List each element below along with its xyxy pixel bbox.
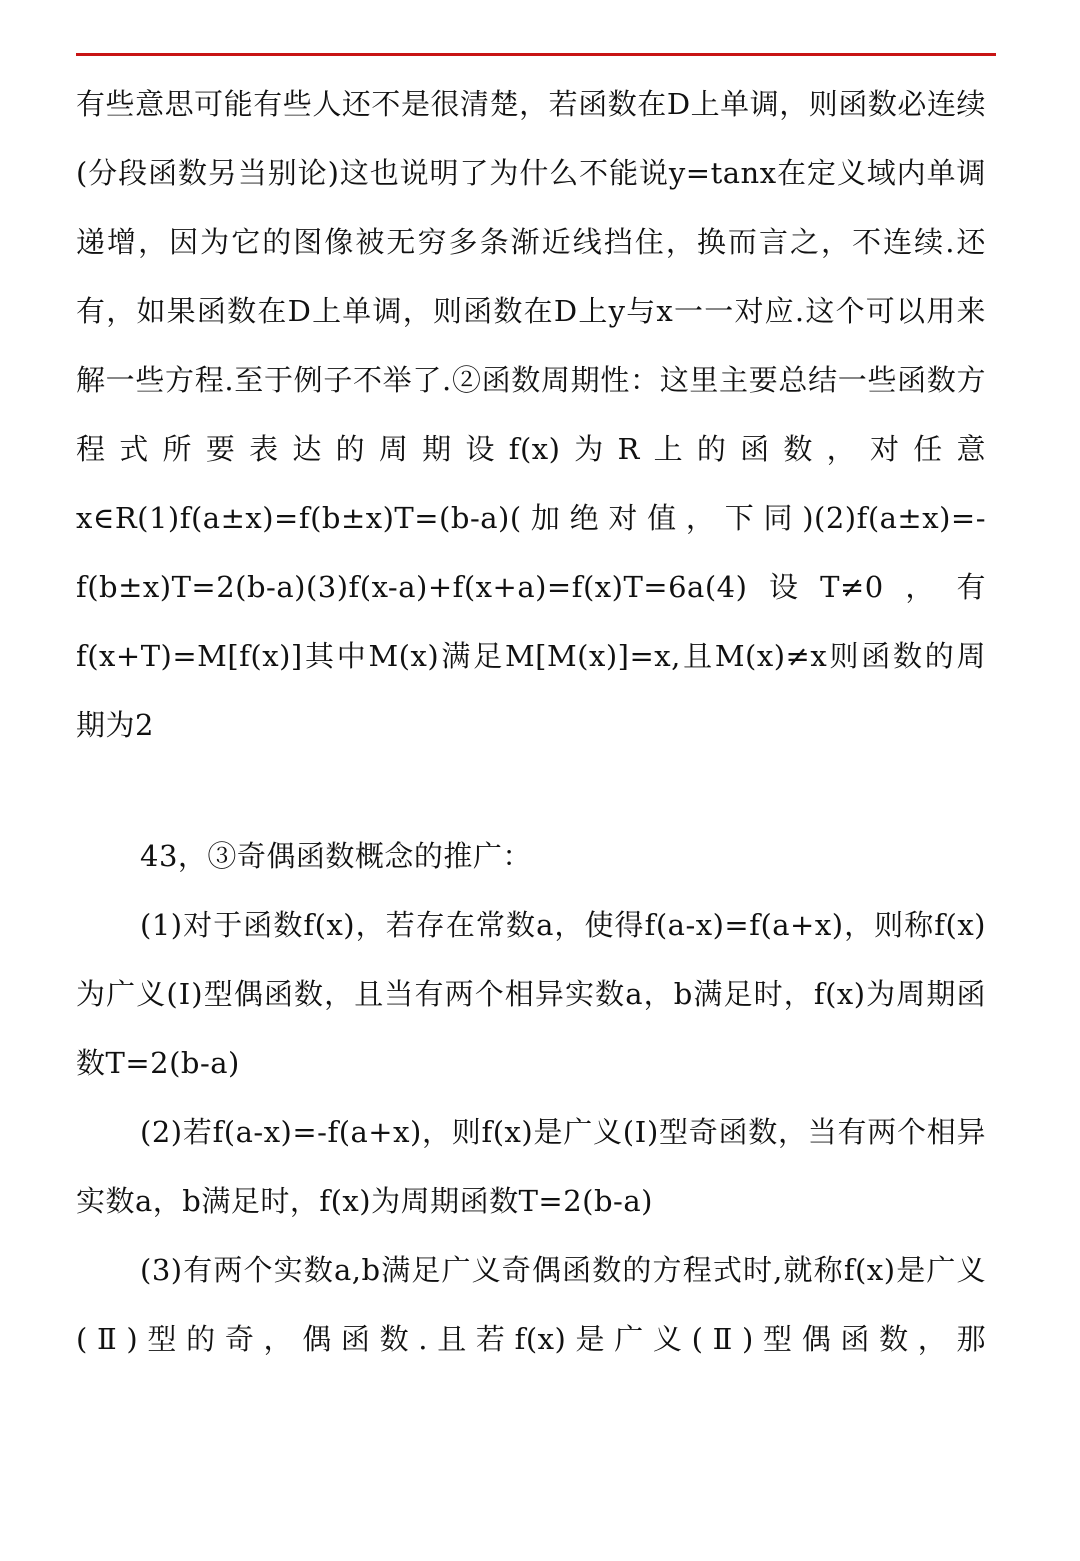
document-body xyxy=(76,70,986,1374)
paragraph-item-3: (3)有两个实数a,b满足广义奇偶函数的方程式时,就称f(x)是广义(Ⅱ)型的奇，偶函数.且若f(x)是广义(Ⅱ)型偶函数，那 xyxy=(76,1253,986,1356)
paragraph-section-43: 43，③奇偶函数概念的推广： xyxy=(140,839,532,873)
paragraph-gap xyxy=(76,760,986,822)
paragraph-item-2: (2)若f(a-x)=-f(a+x)，则f(x)是广义(Ⅰ)型奇函数，当有两个相异实数a，b满足时，f(x)为周期函数T=2(b-a) xyxy=(76,1115,986,1218)
header-rule xyxy=(76,53,996,56)
paragraph-item-1: (1)对于函数f(x)，若存在常数a，使得f(a-x)=f(a+x)，则称f(x)为广义(Ⅰ)型偶函数，且当有两个相异实数a，b满足时，f(x)为周期函数T=2(b-a) xyxy=(76,908,986,1080)
paragraph-monotonic-periodic: 有些意思可能有些人还不是很清楚，若函数在D上单调，则函数必连续(分段函数另当别论)这也说明了为什么不能说y=tanx在定义域内单调递增，因为它的图像被无穷多条渐近线挡住，换而言之，不连续.还有，如果函数在D上单调，则函数在D上y与x一一对应.这个可以用来解一些方程.至于例子不举了.②函数周期性：这里主要总结一些函数方程式所要表达的周期设f(x)为R上的函数，对任意x∈R(1)f(a±x)=f(b±x)T=(b-a)(加绝对值，下同)(2)f(a±x)=-f(b±x)T=2(b-a)(3)f(x-a)+f(x+a)=f(x)T=6a(4)设T≠0，有f(x+T)=M[f(x)]其中M(x)满足M[M(x)]=x,且M(x)≠x则函数的周期为2 xyxy=(76,87,986,742)
